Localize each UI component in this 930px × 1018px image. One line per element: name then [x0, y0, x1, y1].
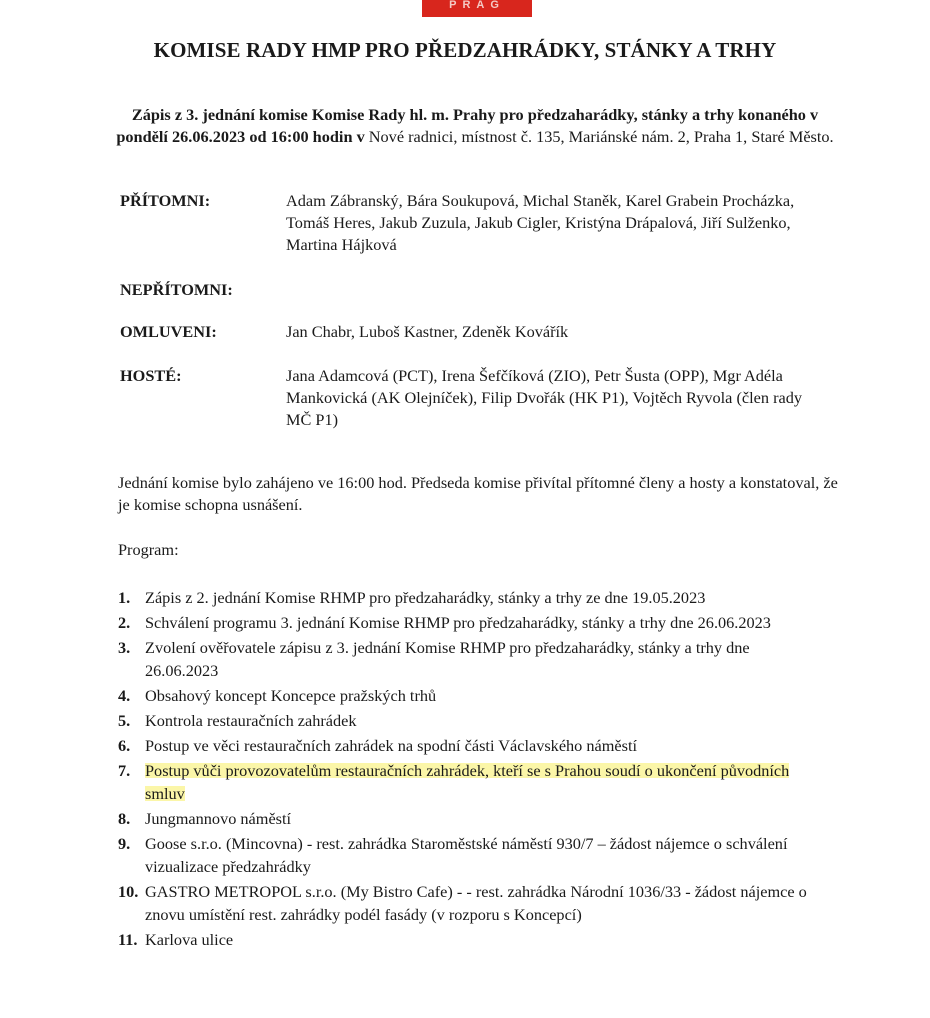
- subtitle-bold: Zápis z 3. jednání komise Komise Rady hl. m. Prahy pro předzaharádky, stánky a trhy konaného v pondělí 26.06.2023 od 16:00 hodin v: [116, 105, 819, 146]
- prague-logo: [422, 0, 532, 17]
- logo-text: PRAG: [449, 0, 505, 11]
- program-item-text: GASTRO METROPOL s.r.o. (My Bistro Cafe) - - rest. zahrádka Národní 1036/33 - žádost nájemce o znovu umístění rest. zahrádky podél fasády (v rozporu s Koncepcí): [145, 882, 807, 924]
- opening-paragraph: Jednání komise bylo zahájeno ve 16:00 hod. Předseda komise přivítal přítomné členy a hosty a konstatoval, že je komise schopna usnášení.: [118, 473, 838, 514]
- program-item-number: 6.: [118, 736, 131, 755]
- guests-label: HOSTÉ:: [120, 366, 182, 385]
- program-item: [118, 807, 818, 830]
- program-item: [118, 611, 818, 634]
- present-label: PŘÍTOMNI:: [120, 191, 211, 210]
- present-value: Adam Zábranský, Bára Soukupová, Michal Staněk, Karel Grabein Procházka, Tomáš Heres, Jakub Zuzula, Jakub Cigler, Kristýna Drápalová, Jiří Sulženko, Martina Hájková: [286, 191, 795, 254]
- program-item-highlighted: [118, 759, 818, 805]
- program-item: [118, 636, 818, 682]
- program-item-number: 2.: [118, 613, 131, 632]
- absent-label: NEPŘÍTOMNI:: [120, 280, 233, 299]
- program-item: [118, 684, 818, 707]
- excused-label: OMLUVENI:: [120, 322, 217, 341]
- program-item-number: 11.: [118, 930, 138, 949]
- program-item-number: 5.: [118, 711, 131, 730]
- program-item-number: 9.: [118, 834, 131, 853]
- program-item: [118, 586, 818, 609]
- program-item: [118, 709, 818, 732]
- program-item-text: Jungmannovo náměstí: [145, 809, 292, 828]
- program-item-text: Postup vůči provozovatelům restauračních zahrádek, kteří se s Prahou soudí o ukončení původních smluv: [145, 761, 790, 803]
- program-item-text: Obsahový koncept Koncepce pražských trhů: [145, 686, 437, 705]
- program-item: [118, 928, 818, 951]
- program-item-text: Schválení programu 3. jednání Komise RHMP pro předzaharádky, stánky a trhy dne 26.06.2023: [145, 613, 771, 632]
- program-item-number: 3.: [118, 638, 131, 657]
- program-item-number: 7.: [118, 761, 131, 780]
- program-item-number: 4.: [118, 686, 131, 705]
- program-list: [118, 586, 818, 953]
- excused-value: Jan Chabr, Luboš Kastner, Zdeněk Kovářík: [286, 322, 569, 341]
- program-item: [118, 734, 818, 757]
- program-item: [118, 832, 818, 878]
- program-item-text: Goose s.r.o. (Mincovna) - rest. zahrádka Staroměstské náměstí 930/7 – žádost nájemce o schválení vizualizace předzahrádky: [145, 834, 788, 876]
- program-item-number: 1.: [118, 588, 131, 607]
- program-item-text: Zvolení ověřovatele zápisu z 3. jednání Komise RHMP pro předzaharádky, stánky a trhy dne 26.06.2023: [145, 638, 750, 680]
- guests-value: Jana Adamcová (PCT), Irena Šefčíková (ZIO), Petr Šusta (OPP), Mgr Adéla Mankovická (AK Olejníček), Filip Dvořák (HK P1), Vojtěch Ryvola (člen rady MČ P1): [286, 366, 803, 429]
- document-title: KOMISE RADY HMP PRO PŘEDZAHRÁDKY, STÁNKY A TRHY: [153, 38, 777, 62]
- program-label: Program:: [118, 540, 179, 559]
- program-item-text: Zápis z 2. jednání Komise RHMP pro předzaharádky, stánky a trhy ze dne 19.05.2023: [145, 588, 706, 607]
- subtitle-regular: Nové radnici, místnost č. 135, Mariánské nám. 2, Praha 1, Staré Město.: [364, 127, 834, 146]
- program-item-text: Karlova ulice: [145, 930, 234, 949]
- program-item: [118, 880, 818, 926]
- program-item-text: Kontrola restauračních zahrádek: [145, 711, 357, 730]
- program-item-text: Postup ve věci restauračních zahrádek na spodní části Václavského náměstí: [145, 736, 638, 755]
- program-item-number: 8.: [118, 809, 131, 828]
- program-item-number: 10.: [118, 882, 139, 901]
- document-subtitle: [110, 104, 840, 148]
